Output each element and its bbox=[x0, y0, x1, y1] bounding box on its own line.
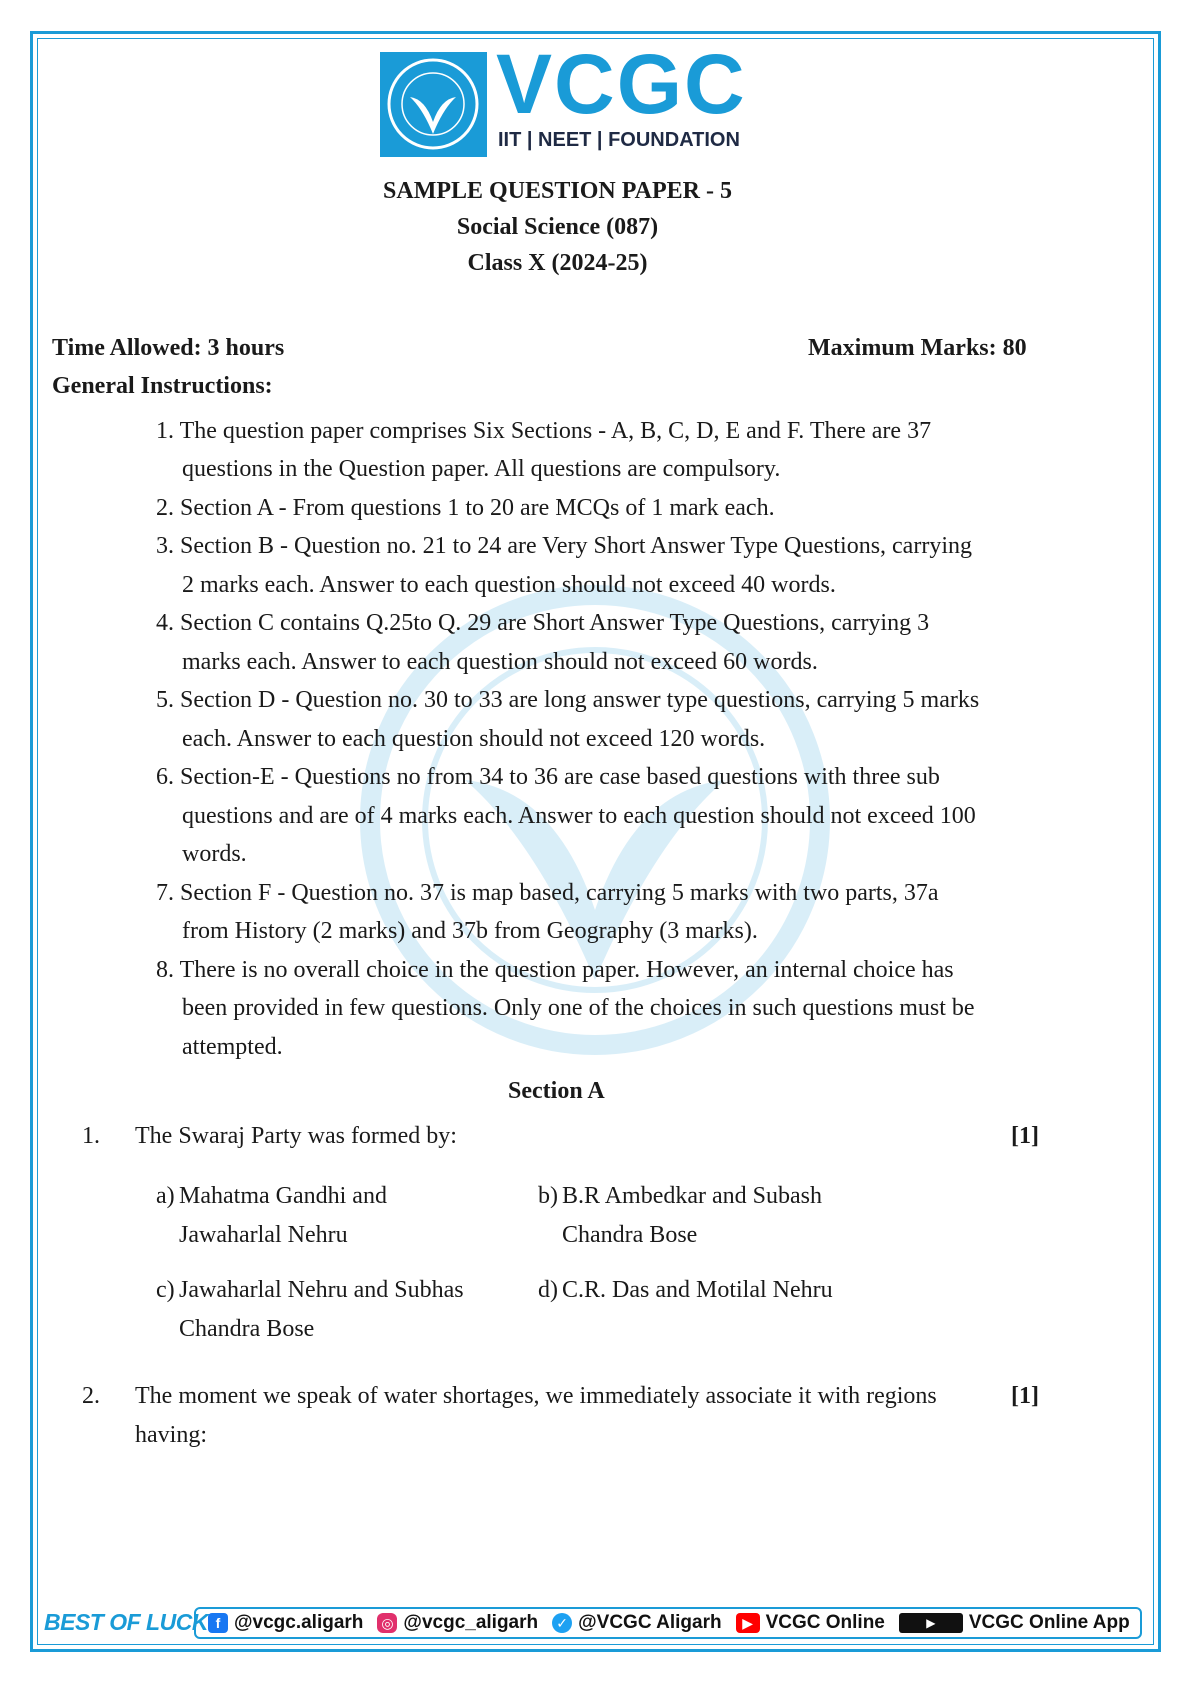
instagram-handle[interactable]: @vcgc_aligarh bbox=[403, 1612, 539, 1633]
option-label: d) bbox=[538, 1277, 558, 1303]
question-text: having: bbox=[135, 1422, 207, 1448]
question-number: 2. bbox=[82, 1383, 100, 1409]
instruction-line: 2. Section A - From questions 1 to 20 are MCQs of 1 mark each. bbox=[156, 495, 775, 521]
instruction-line: words. bbox=[182, 841, 247, 867]
instruction-line: each. Answer to each question should not exceed 120 words. bbox=[182, 726, 766, 752]
instagram-icon: ◎ bbox=[377, 1613, 397, 1633]
facebook-handle[interactable]: @vcgc.aligarh bbox=[234, 1612, 364, 1633]
option-a-text: Mahatma Gandhi and bbox=[179, 1183, 387, 1209]
option-b-text: B.R Ambedkar and Subash bbox=[562, 1183, 822, 1209]
brand-tagline: IIT | NEET | FOUNDATION bbox=[498, 129, 740, 151]
instruction-line: questions and are of 4 marks each. Answer to each question should not exceed 100 bbox=[182, 803, 976, 829]
twitter-icon: ✓ bbox=[552, 1613, 572, 1633]
brand-logo bbox=[380, 37, 747, 157]
instruction-line: been provided in few questions. Only one of the choices in such questions must be bbox=[182, 995, 975, 1021]
youtube-icon: ▶ bbox=[736, 1613, 760, 1633]
google-play-icon: ▶ bbox=[899, 1613, 963, 1633]
general-instructions-heading: General Instructions: bbox=[52, 373, 273, 399]
option-b-text: Chandra Bose bbox=[562, 1222, 698, 1248]
best-of-luck: BEST OF LUCK bbox=[44, 1609, 208, 1635]
paper-title: SAMPLE QUESTION PAPER - 5 bbox=[383, 178, 732, 204]
play-store-app[interactable]: VCGC Online App bbox=[968, 1612, 1130, 1633]
instruction-line: 5. Section D - Question no. 30 to 33 are long answer type questions, carrying 5 marks bbox=[156, 687, 980, 713]
paper-class: Class X (2024-25) bbox=[467, 250, 648, 276]
brand-name: VCGC bbox=[496, 37, 747, 131]
instruction-line: 4. Section C contains Q.25to Q. 29 are Short Answer Type Questions, carrying 3 bbox=[156, 610, 930, 636]
option-d-text: C.R. Das and Motilal Nehru bbox=[562, 1277, 833, 1303]
question-marks: [1] bbox=[1011, 1383, 1039, 1409]
question-text: The Swaraj Party was formed by: bbox=[135, 1123, 457, 1149]
instruction-line: questions in the Question paper. All questions are compulsory. bbox=[182, 456, 781, 482]
instruction-line: 1. The question paper comprises Six Sections - A, B, C, D, E and F. There are 37 bbox=[156, 418, 932, 444]
instruction-line: marks each. Answer to each question should not exceed 60 words. bbox=[182, 649, 818, 675]
option-c-text: Chandra Bose bbox=[179, 1316, 315, 1342]
question-number: 1. bbox=[82, 1123, 100, 1149]
time-allowed: Time Allowed: 3 hours bbox=[52, 335, 285, 361]
question-text: The moment we speak of water shortages, we immediately associate it with regions bbox=[135, 1383, 937, 1409]
option-label: b) bbox=[538, 1183, 558, 1209]
twitter-handle[interactable]: @VCGC Aligarh bbox=[578, 1612, 722, 1633]
instruction-line: from History (2 marks) and 37b from Geography (3 marks). bbox=[182, 918, 758, 944]
instruction-line: 3. Section B - Question no. 21 to 24 are Very Short Answer Type Questions, carrying bbox=[156, 533, 972, 559]
option-a-text: Jawaharlal Nehru bbox=[179, 1222, 348, 1248]
paper-subject: Social Science (087) bbox=[456, 214, 659, 240]
footer-bar bbox=[44, 1607, 1149, 1641]
instruction-line: 6. Section-E - Questions no from 34 to 36 are case based questions with three sub bbox=[156, 764, 940, 790]
section-heading: Section A bbox=[508, 1078, 605, 1104]
logo-emblem bbox=[380, 52, 487, 157]
instruction-line: 7. Section F - Question no. 37 is map based, carrying 5 marks with two parts, 37a bbox=[156, 880, 939, 906]
instruction-line: 2 marks each. Answer to each question should not exceed 40 words. bbox=[182, 572, 836, 598]
option-label: c) bbox=[156, 1277, 175, 1303]
option-c-text: Jawaharlal Nehru and Subhas bbox=[179, 1277, 464, 1303]
facebook-icon: f bbox=[208, 1613, 228, 1633]
maximum-marks: Maximum Marks: 80 bbox=[808, 335, 1027, 361]
instruction-line: 8. There is no overall choice in the question paper. However, an internal choice has bbox=[156, 957, 954, 983]
question-marks: [1] bbox=[1011, 1123, 1039, 1149]
instruction-line: attempted. bbox=[182, 1034, 283, 1060]
option-label: a) bbox=[156, 1183, 175, 1209]
youtube-channel[interactable]: VCGC Online bbox=[765, 1612, 885, 1633]
social-links bbox=[194, 1607, 1142, 1639]
